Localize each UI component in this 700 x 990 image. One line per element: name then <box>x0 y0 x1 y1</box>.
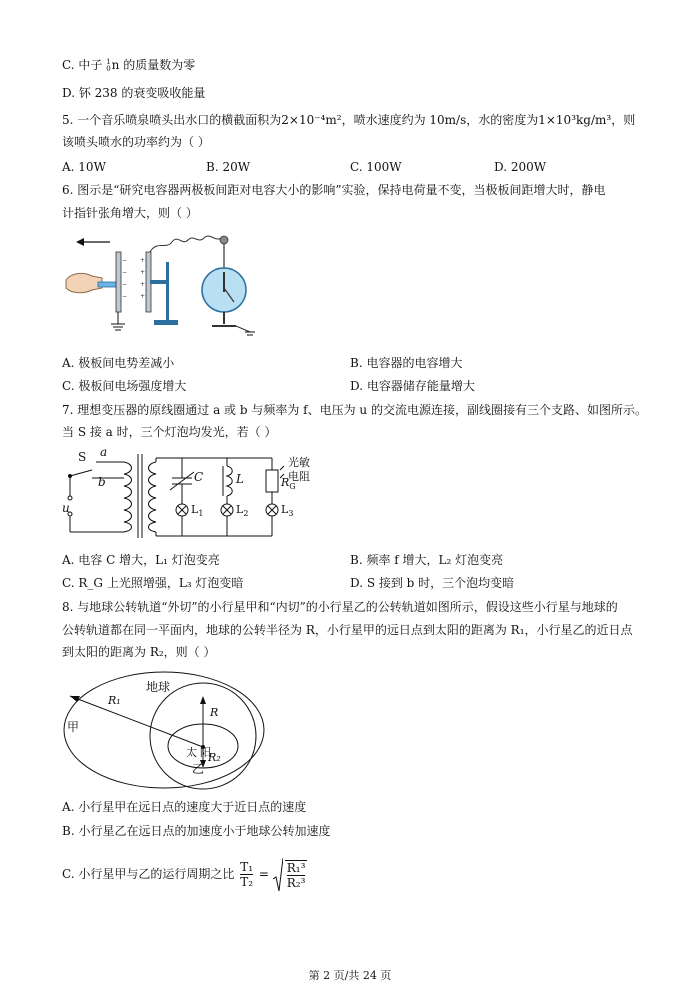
q8-stem-line2: 公转轨道都在同一平面内，地球的公转半径为 R，小行星甲的远日点到太阳的距离为 R₁，小行星乙的近日点 <box>62 623 633 637</box>
q6-option-c: C. 极板间电场强度增大 <box>62 379 187 393</box>
svg-text:−: − <box>122 293 128 300</box>
q8-option-b: B. 小行星乙在远日点的加速度小于地球公转加速度 <box>62 824 331 838</box>
q7-option-d: D. S 接到 b 时，三个泡均变暗 <box>350 576 515 590</box>
photoresistor-caption-2: 电阻 <box>288 470 310 483</box>
svg-text:−: − <box>122 281 128 288</box>
r1-label: R₁ <box>108 694 121 707</box>
r2-label: R₂ <box>208 751 221 764</box>
svg-text:−: − <box>122 269 128 276</box>
inductor-label: L <box>236 472 244 486</box>
terminal-label-a: a <box>100 445 108 459</box>
orbit-figure <box>62 668 272 793</box>
q7-stem-line2: 当 S 接 a 时，三个灯泡均发光，若（ ） <box>62 425 277 439</box>
svg-text:+: + <box>140 269 146 276</box>
q6-option-b: B. 电容器的电容增大 <box>350 356 463 370</box>
q5-option-a: A. 10W <box>62 160 106 174</box>
period-ratio: $\frac{\text{T₁}}{\text{T₂}}$ <box>240 860 254 889</box>
page-footer: 第 2 页/共 24 页 <box>308 969 392 982</box>
svg-text:+: + <box>140 293 146 300</box>
q8-option-c: C. 小行星甲与乙的运行周期之比 $\frac{\text{T₁}}{\text{T₂}}$ = $\frac{\text{R₁³}}{\text{R₂³}}$ <box>62 854 309 894</box>
q8-stem-line1: 8. 与地球公转轨道“外切”的小行星甲和“内切”的小行星乙的公转轨道如图所示，假设这些小行星与地球的 <box>62 600 618 614</box>
transformer-circuit-figure <box>62 445 322 543</box>
terminal-label-b: b <box>98 475 106 489</box>
q5-option-c: C. 100W <box>350 160 402 174</box>
capacitor-experiment-figure <box>62 232 272 342</box>
source-label-u: u <box>62 501 70 515</box>
q5-density-value: 1×10³kg/m³ <box>538 113 612 127</box>
capacitor-label: C <box>194 470 204 484</box>
q6-option-d: D. 电容器储存能量增大 <box>350 379 475 393</box>
photoresistor-label: $R_G$ <box>281 476 296 492</box>
q6-option-a: A. 极板间电势差减小 <box>62 356 175 370</box>
sqrt-expression: $\frac{\text{R₁³}}{\text{R₂³}}$ <box>273 857 310 893</box>
sqrt-icon <box>273 857 283 893</box>
q5-option-d: D. 200W <box>494 160 547 174</box>
svg-text:+: + <box>140 257 146 264</box>
circuit-diagram <box>62 448 322 543</box>
q5-stem-line1: 5. 一个音乐喷泉喷头出水口的横截面积为2×10⁻⁴m²，喷水速度约为 10m/s，水的密度为1×10³kg/m³，则 <box>62 113 636 127</box>
yi-label: 乙 <box>192 762 205 776</box>
r-label: R <box>210 706 219 719</box>
switch-label-s: S <box>78 450 87 464</box>
q6-stem-line1: 6. 图示是“研究电容器两极板间距对电容大小的影响”实验，保持电荷量不变，当极板间距增大时，静电 <box>62 183 606 197</box>
q8-option-a: A. 小行星甲在远日点的速度大于近日点的速度 <box>62 800 307 814</box>
lamp-l1-label: $L_1$ <box>191 503 204 519</box>
jia-label: 甲 <box>67 720 80 734</box>
lamp-l3-label: $L_3$ <box>281 503 294 519</box>
q6-stem-line2: 计指针张角增大，则（ ） <box>62 206 198 220</box>
q5-option-b: B. 20W <box>206 160 251 174</box>
svg-text:+: + <box>140 281 146 288</box>
sun-label-2: 阳 <box>200 746 211 759</box>
lamp-l2-label: $L_2$ <box>236 503 249 519</box>
photoresistor-caption-1: 光敏 <box>288 456 310 469</box>
q7-stem-line1: 7. 理想变压器的原线圈通过 a 或 b 与频率为 f、电压为 u 的交流电源连接，副线圈接有三个支路、如图所示。 <box>62 403 647 417</box>
q7-option-a: A. 电容 C 增大，L₁ 灯泡变亮 <box>62 553 220 567</box>
earth-label: 地球 <box>146 680 171 694</box>
svg-text:−: − <box>122 257 128 264</box>
q4-option-d: D. 钚 238 的衰变吸收能量 <box>62 86 206 100</box>
q7-option-b: B. 频率 f 增大，L₂ 灯泡变亮 <box>350 553 504 567</box>
q5-stem-line2: 该喷头喷水的功率约为（ ） <box>62 135 210 149</box>
q7-option-c: C. R_G 上光照增强，L₃ 灯泡变暗 <box>62 576 244 590</box>
sun-label-1: 太 <box>186 746 197 759</box>
q8-stem-line3: 到太阳的距离为 R₂，则（ ） <box>62 645 216 659</box>
q4-option-c: C. 中子 1 0 n 的质量数为零 <box>62 57 196 73</box>
q5-area-value: 2×10⁻⁴m² <box>281 113 342 127</box>
